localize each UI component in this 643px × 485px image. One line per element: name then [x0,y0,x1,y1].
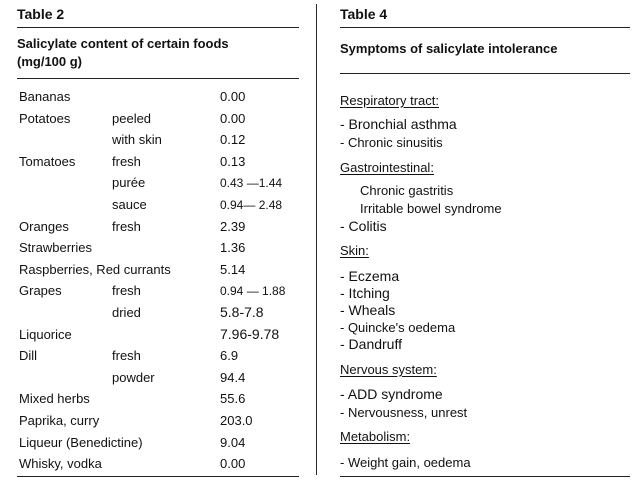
table-2-top-rule [17,27,299,28]
salicylate-value: 0.43 —1.44 [220,176,283,191]
table-2-number: Table 2 [17,6,65,22]
table-4-number: Table 4 [340,6,388,22]
food-name: Whisky, vodka [19,456,102,472]
food-name: Mixed herbs [19,391,90,407]
food-form: peeled [112,110,152,126]
list-item: - Chronic sinusitis [340,135,443,150]
table-row [17,346,299,368]
salicylate-value: 0.13 [220,153,246,169]
food-form: sauce [112,196,147,212]
food-form: dried [112,304,141,320]
table-row [17,130,299,152]
food-name: Paprika, curry [19,412,100,428]
table-row [17,303,299,325]
table-2 [17,6,299,476]
list-item: - Colitis [340,218,387,234]
food-name: Strawberries [19,240,92,256]
list-item: - Eczema [340,268,400,284]
category-metabolism: Metabolism: [340,429,411,444]
list-item: - Nervousness, unrest [340,405,468,420]
table-2-rows [17,87,299,476]
table-row [17,195,299,217]
food-name: Liqueur (Benedictine) [19,434,143,450]
table-4-title: Symptoms of salicylate intolerance [340,41,558,56]
food-name: Oranges [19,218,69,234]
food-form: fresh [112,153,141,169]
food-name: Liquorice [19,326,72,342]
food-name: Tomatoes [19,153,76,169]
table-4 [340,6,630,476]
table-row [17,454,299,476]
salicylate-value: 6.9 [220,348,239,364]
list-item: - ADD syndrome [340,386,443,402]
table-row [17,173,299,195]
category-nervous-system: Nervous system: [340,362,437,377]
salicylate-value: 5.14 [220,261,246,277]
table-row [17,433,299,455]
salicylate-value: 0.00 [220,89,246,104]
food-form: fresh [112,218,141,234]
table-row [17,109,299,131]
table-row [17,411,299,433]
salicylate-value: 0.00 [220,456,246,472]
salicylate-value: 94.4 [220,369,246,385]
table-row [17,217,299,239]
food-name: Bananas [19,89,71,104]
table-2-title-line2: (mg/100 g) [17,54,83,69]
salicylate-value: 0.94 — 1.88 [220,284,286,299]
salicylate-value: 1.36 [220,240,246,256]
food-name: Grapes [19,283,62,299]
table-row [17,368,299,390]
list-item: Irritable bowel syndrome [360,201,502,216]
salicylate-value: 0.94— 2.48 [220,197,283,212]
list-item: - Weight gain, oedema [340,455,471,470]
table-row [17,281,299,303]
column-divider [316,4,317,475]
food-form: with skin [112,132,162,148]
list-item: - Itching [340,285,390,301]
food-form: fresh [112,348,141,364]
salicylate-value: 2.39 [220,218,246,234]
table-row [17,87,299,109]
table-2-title-line1: Salicylate content of certain foods [17,36,229,51]
salicylate-value: 5.8-7.8 [220,303,264,320]
list-item: - Quincke's oedema [340,320,456,335]
table-row [17,238,299,260]
table-row [17,152,299,174]
category-gastrointestinal: Gastrointestinal: [340,160,434,175]
table-row [17,260,299,282]
food-name: Potatoes [19,110,71,126]
salicylate-value: 9.04 [220,434,246,450]
category-skin: Skin: [340,243,369,258]
food-form: powder [112,369,155,385]
list-item: - Wheals [340,302,396,318]
category-respiratory: Respiratory tract: [340,93,439,108]
table-row [17,389,299,411]
list-item: Chronic gastritis [360,183,454,198]
table-4-top-rule [340,27,630,28]
symptom-list [340,74,630,476]
table-2-header-rule [17,78,299,79]
food-form: purée [112,175,146,191]
salicylate-value: 0.12 [220,132,246,148]
salicylate-value: 0.00 [220,110,246,126]
food-name: Raspberries, Red currants [19,261,171,277]
list-item: - Dandruff [340,336,402,352]
salicylate-value: 203.0 [220,412,253,428]
food-name: Dill [19,348,38,364]
salicylate-value: 55.6 [220,391,246,407]
list-item: - Bronchial asthma [340,116,457,132]
table-row [17,325,299,347]
salicylate-value: 7.96-9.78 [220,325,280,342]
table-4-bottom-rule [340,476,630,477]
food-form: fresh [112,283,141,299]
table-2-bottom-rule [17,476,299,477]
